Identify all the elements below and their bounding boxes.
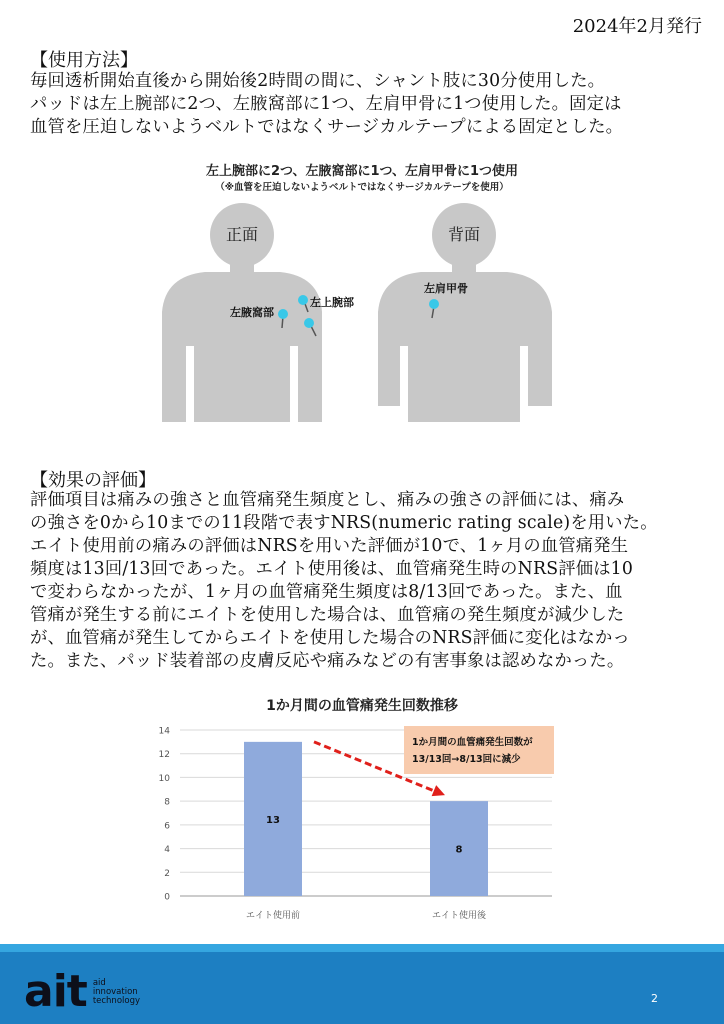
footer-stripe <box>0 944 724 952</box>
back-label: 背面 <box>447 225 481 244</box>
y-tick-label: 8 <box>164 797 170 808</box>
effect-line: の強さを0から10までの11段階で表すNRS(numeric rating scale)を用いた。 <box>30 513 658 533</box>
annotation-box <box>404 726 554 774</box>
trend-arrowhead <box>432 785 445 796</box>
usage-line: 血管を圧迫しないようベルトではなくサージカルテープによる固定とした。 <box>30 117 624 137</box>
effect-line: た。また、パッド装着部の皮膚反応や痛みなどの有害事象は認めなかった。 <box>30 651 625 671</box>
effect-line: が、血管痛が発生してからエイトを使用した場合のNRS評価に変化はなかっ <box>30 628 630 648</box>
chart-title: 1か月間の血管痛発生回数推移 <box>266 698 458 714</box>
y-tick-label: 14 <box>158 726 170 737</box>
figure1-title: 左上腕部に2つ、左腋窩部に1つ、左肩甲骨に1つ使用 <box>205 164 519 179</box>
effect-line: 評価項目は痛みの強さと血管痛発生頻度とし、痛みの強さの評価には、痛み <box>30 490 625 510</box>
data-label: 13 <box>266 814 280 826</box>
effect-line: 頻度は13回/13回であった。エイト使用後は、血管痛発生時のNRS評価は10 <box>30 559 634 579</box>
y-tick-label: 4 <box>164 845 170 856</box>
annotation-text: 13/13回→8/13回に減少 <box>412 754 521 765</box>
usage-heading: 【使用方法】 <box>30 50 138 71</box>
effect-line: 管痛が発生する前にエイトを使用した場合は、血管痛の発生頻度が減少した <box>30 605 625 625</box>
page-number: 2 <box>651 992 658 1005</box>
upper-arm-label: 左上腕部 <box>310 296 354 309</box>
annotation-text: 1か月間の血管痛発生回数が <box>412 737 533 748</box>
issue-date: 2024年2月発行 <box>572 16 702 37</box>
y-tick-label: 0 <box>164 892 170 903</box>
effect-paragraph <box>30 489 698 673</box>
effect-heading: 【効果の評価】 <box>30 470 156 491</box>
data-label: 8 <box>455 844 463 856</box>
usage-line: 毎回透析開始直後から開始後2時間の間に、シャント肢に30分使用した。 <box>30 71 606 91</box>
y-tick-label: 12 <box>158 750 170 761</box>
usage-paragraph <box>30 70 698 139</box>
footer <box>0 944 724 1024</box>
y-tick-label: 6 <box>164 821 170 832</box>
front-label: 正面 <box>225 225 259 244</box>
footer-band <box>0 952 724 1024</box>
figure1-subtitle: （※血管を圧迫しないようベルトではなくサージカルテープを使用） <box>215 182 509 193</box>
bar-chart <box>140 718 570 928</box>
effect-line: エイト使用前の痛みの評価はNRSを用いた評価が10で、1ヶ月の血管痛発生 <box>30 536 629 556</box>
scapula-label: 左肩甲骨 <box>424 282 468 295</box>
axilla-label: 左腋窩部 <box>230 306 274 319</box>
effect-line: で変わらなかったが、1ヶ月の血管痛発生頻度は8/13回であった。また、血 <box>30 582 623 602</box>
x-tick-label: エイト使用後 <box>431 911 487 921</box>
y-tick-label: 2 <box>164 868 170 879</box>
x-tick-label: エイト使用前 <box>245 911 301 921</box>
ait-logo <box>24 966 141 1017</box>
body-diagram <box>150 196 570 422</box>
logo-mark: ait <box>24 966 87 1017</box>
usage-line: パッドは左上腕部に2つ、左腋窩部に1つ、左肩甲骨に1つ使用した。固定は <box>30 94 622 114</box>
logo-tagline: aid innovation technology <box>92 977 141 1006</box>
y-tick-label: 10 <box>158 773 170 784</box>
